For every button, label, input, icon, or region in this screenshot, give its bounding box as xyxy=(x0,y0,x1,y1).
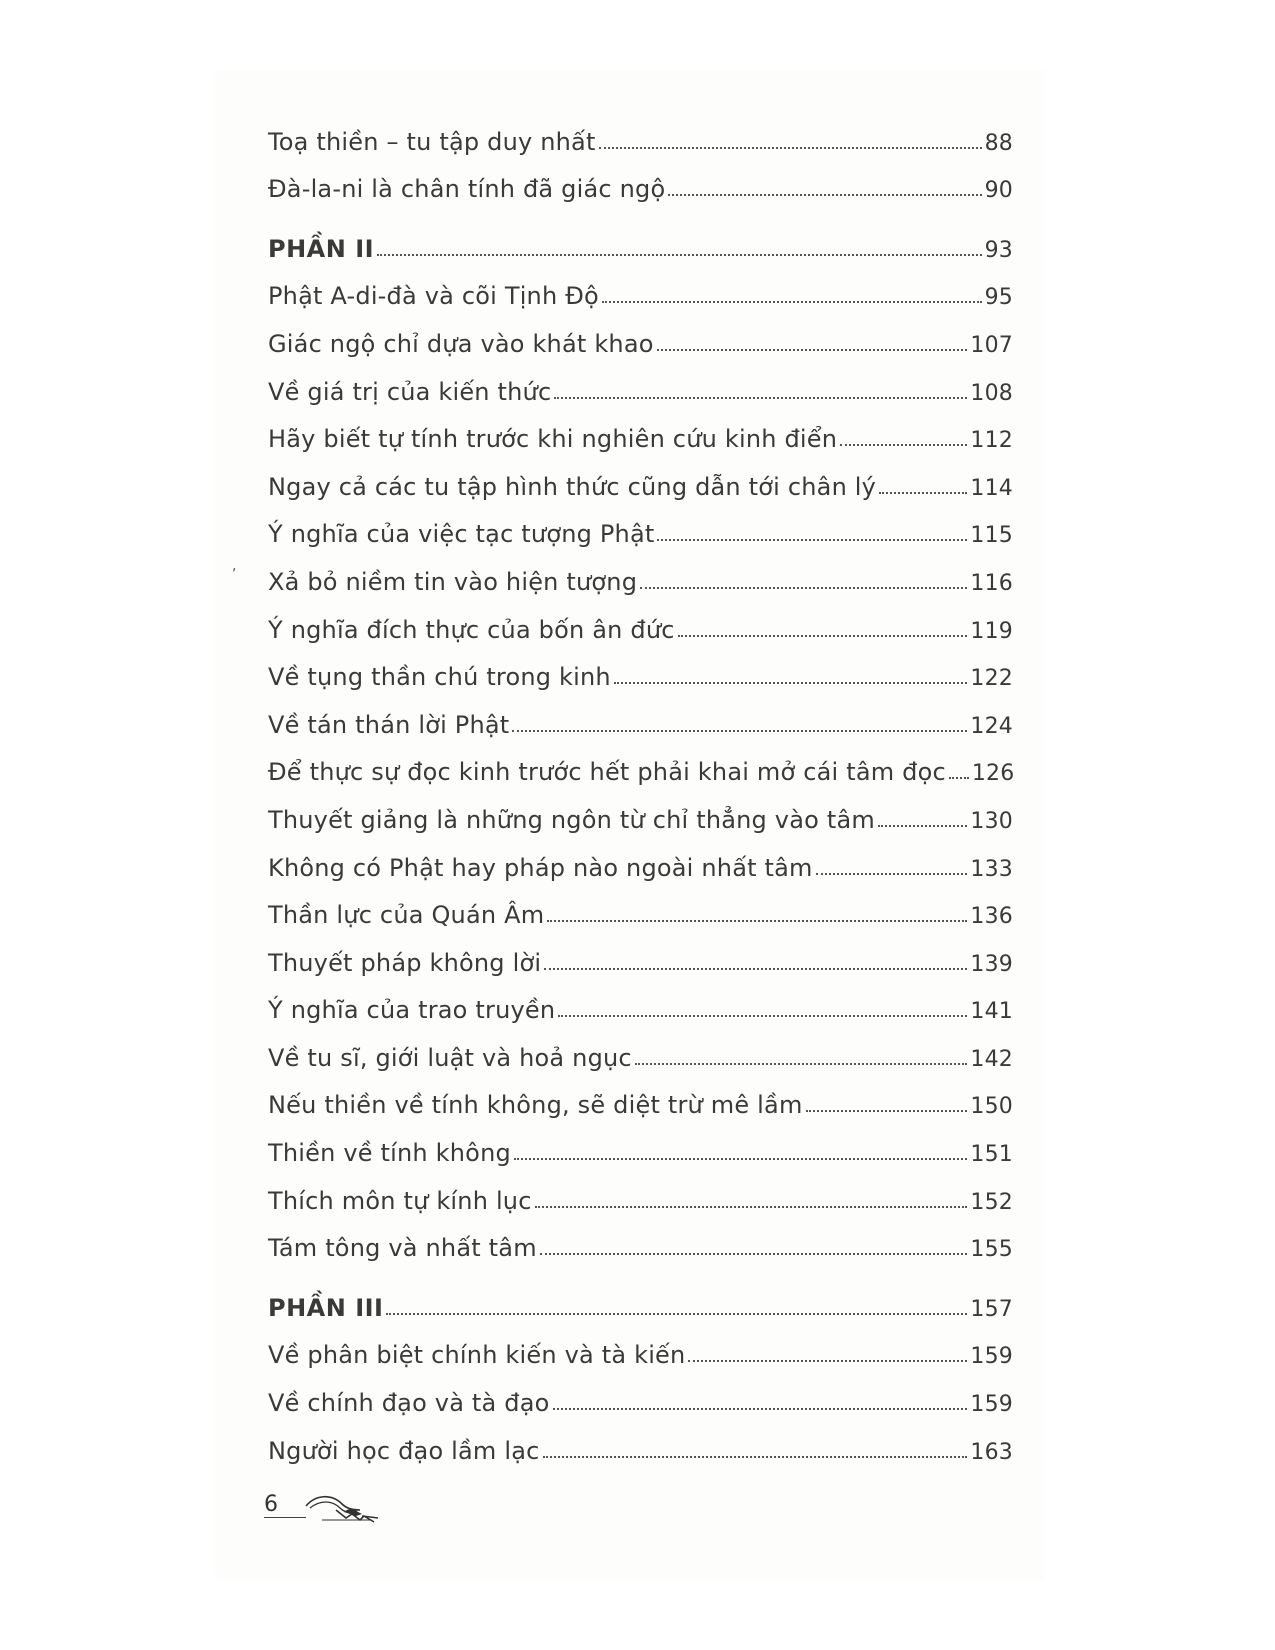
dot-leader xyxy=(688,1360,967,1362)
toc-entry-title: Hãy biết tự tính trước khi nghiên cứu kinh điển xyxy=(268,425,838,454)
toc-entry-title: Người học đạo lầm lạc xyxy=(268,1436,540,1465)
toc-entry-row xyxy=(268,548,1013,596)
dot-leader xyxy=(678,635,968,637)
toc-page-number: 155 xyxy=(970,1237,1013,1263)
toc-entry-title: Ý nghĩa của việc tạc tượng Phật xyxy=(268,520,655,549)
toc-page-number: 126 xyxy=(971,761,1015,787)
toc-entry-row xyxy=(268,882,1013,930)
toc-page-number: 114 xyxy=(970,475,1013,501)
toc-entry-title: Giác ngộ chỉ dựa vào khát khao xyxy=(268,329,654,358)
table-of-contents xyxy=(268,108,1013,1465)
dot-leader xyxy=(543,1456,968,1458)
toc-entry-title: Về tu sĩ, giới luật và hoả ngục xyxy=(268,1043,632,1072)
dot-leader xyxy=(602,301,982,303)
page-footer xyxy=(264,1490,382,1518)
toc-page-number: 119 xyxy=(970,618,1013,644)
dot-leader xyxy=(614,682,968,684)
toc-page-number: 159 xyxy=(970,1392,1013,1418)
toc-entry-title: Về chính đạo và tà đạo xyxy=(268,1389,550,1418)
toc-entry-title: Thuyết pháp không lời xyxy=(268,948,542,977)
dot-leader xyxy=(544,968,967,970)
dot-leader xyxy=(806,1110,968,1112)
toc-page-number: 88 xyxy=(984,130,1013,156)
toc-entry-row xyxy=(268,929,1013,977)
toc-entry-title: Ngay cả các tu tập hình thức cũng dẫn tới chân lý xyxy=(268,472,877,501)
dot-leader xyxy=(840,444,967,446)
toc-entry-title: Thích môn tự kính lục xyxy=(268,1186,532,1215)
toc-entry-row xyxy=(268,263,1013,311)
toc-page-number: 159 xyxy=(970,1344,1013,1370)
toc-entry-row xyxy=(268,1024,1013,1072)
toc-entry-row xyxy=(268,453,1013,501)
toc-entry-title: Thần lực của Quán Âm xyxy=(268,901,545,930)
toc-page-number: 95 xyxy=(984,285,1013,311)
toc-entry-row xyxy=(268,156,1013,204)
dot-leader xyxy=(386,1313,967,1315)
toc-entry-title: Nếu thiền về tính không, sẽ diệt trừ mê lầm xyxy=(268,1091,803,1120)
toc-entry-row xyxy=(268,501,1013,549)
toc-entry-row xyxy=(268,1322,1013,1370)
toc-page-number: 163 xyxy=(970,1439,1013,1465)
toc-entry-row xyxy=(268,834,1013,882)
toc-page-number: 93 xyxy=(984,237,1013,263)
toc-page-number: 141 xyxy=(970,999,1013,1025)
toc-entry-row xyxy=(268,1369,1013,1417)
toc-page-number: 90 xyxy=(984,178,1013,204)
toc-page-number: 115 xyxy=(970,523,1013,549)
toc-entry-title: Đà-la-ni là chân tính đã giác ngộ xyxy=(268,175,666,204)
dot-leader xyxy=(635,1063,968,1065)
toc-entry-row xyxy=(268,1215,1013,1263)
toc-entry-title: Xả bỏ niềm tin vào hiện tượng xyxy=(268,567,638,596)
dot-leader xyxy=(816,873,968,875)
dot-leader xyxy=(558,1015,967,1017)
toc-page-number: 122 xyxy=(970,666,1013,692)
toc-entry-row xyxy=(268,596,1013,644)
toc-section-title: PHẦN II xyxy=(268,234,375,263)
toc-entry-title: Toạ thiền – tu tập duy nhất xyxy=(268,127,596,156)
dot-leader xyxy=(879,492,967,494)
toc-page-number: 108 xyxy=(970,380,1013,406)
page-number: 6 xyxy=(264,1493,306,1518)
toc-entry-title: Về phân biệt chính kiến và tà kiến xyxy=(268,1341,686,1370)
dot-leader xyxy=(535,1206,968,1208)
toc-entry-title: Phật A-di-đà và cõi Tịnh Độ xyxy=(268,282,599,311)
toc-page-number: 150 xyxy=(970,1094,1013,1120)
toc-entry-row xyxy=(268,786,1013,834)
dot-leader xyxy=(657,539,967,541)
toc-entry-title: Về tụng thần chú trong kinh xyxy=(268,663,611,692)
dot-leader xyxy=(657,349,968,351)
toc-page-number: 139 xyxy=(970,951,1013,977)
toc-entry-title: Về tán thán lời Phật xyxy=(268,710,510,739)
toc-entry-row xyxy=(268,1417,1013,1465)
toc-section-row xyxy=(268,215,1013,263)
dot-leader xyxy=(540,1253,968,1255)
toc-page-number: 151 xyxy=(970,1142,1013,1168)
dot-leader xyxy=(547,920,967,922)
toc-entry-title: Ý nghĩa đích thực của bốn ân đức xyxy=(268,615,675,644)
toc-entry-title: Tám tông và nhất tâm xyxy=(268,1234,537,1263)
dot-leader xyxy=(878,825,967,827)
toc-page-number: 112 xyxy=(970,428,1013,454)
toc-page-number: 152 xyxy=(970,1189,1013,1215)
dot-leader xyxy=(640,587,967,589)
dot-leader xyxy=(554,397,967,399)
toc-entry-row xyxy=(268,108,1013,156)
toc-entry-title: Không có Phật hay pháp nào ngoài nhất tâm xyxy=(268,853,813,882)
margin-mark: , xyxy=(232,558,237,574)
toc-entry-row xyxy=(268,739,1013,787)
toc-entry-row xyxy=(268,1167,1013,1215)
dot-leader xyxy=(553,1408,968,1410)
toc-page-number: 136 xyxy=(970,904,1013,930)
toc-entry-title: Để thực sự đọc kinh trước hết phải khai mở cái tâm đọc xyxy=(268,758,946,787)
toc-entry-row xyxy=(268,310,1013,358)
toc-page-number: 116 xyxy=(970,570,1013,596)
dot-leader xyxy=(668,194,981,196)
toc-section-row xyxy=(268,1274,1013,1322)
toc-section-title: PHẦN III xyxy=(268,1293,384,1322)
toc-page-number: 130 xyxy=(970,808,1013,834)
dot-leader xyxy=(377,254,982,256)
dot-leader xyxy=(512,730,967,732)
toc-page-number: 133 xyxy=(970,856,1013,882)
toc-entry-row xyxy=(268,406,1013,454)
toc-entry-title: Thiền về tính không xyxy=(268,1139,511,1168)
toc-page-number: 107 xyxy=(970,332,1013,358)
toc-entry-row xyxy=(268,977,1013,1025)
toc-entry-title: Về giá trị của kiến thức xyxy=(268,377,552,406)
toc-page-number: 142 xyxy=(970,1046,1013,1072)
toc-entry-title: Ý nghĩa của trao truyền xyxy=(268,996,556,1025)
toc-entry-row xyxy=(268,358,1013,406)
toc-page-number: 157 xyxy=(970,1296,1013,1322)
toc-entry-title: Thuyết giảng là những ngôn từ chỉ thẳng vào tâm xyxy=(268,805,875,834)
toc-entry-row xyxy=(268,1072,1013,1120)
toc-entry-row xyxy=(268,1119,1013,1167)
dot-leader xyxy=(514,1158,967,1160)
dot-leader xyxy=(599,147,982,149)
bird-ornament-icon xyxy=(302,1490,382,1524)
toc-entry-row xyxy=(268,691,1013,739)
toc-entry-row xyxy=(268,644,1013,692)
toc-page-number: 124 xyxy=(970,713,1013,739)
dot-leader xyxy=(949,777,969,779)
